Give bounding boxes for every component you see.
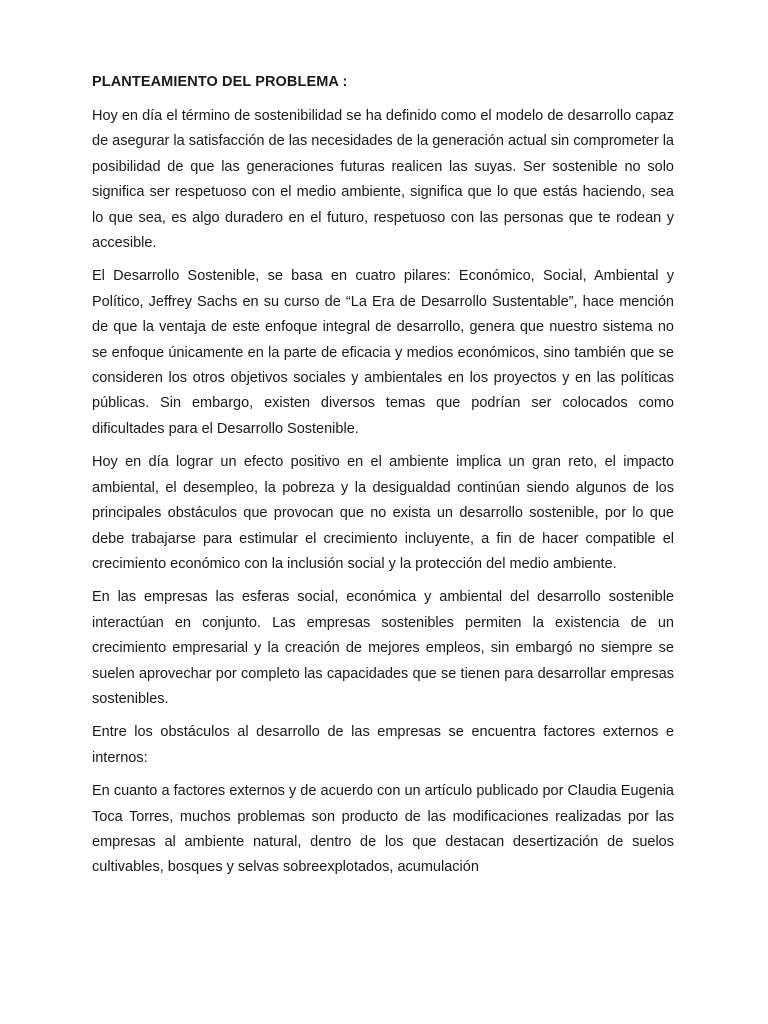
paragraph-5: Entre los obstáculos al desarrollo de las empresas se encuentra factores externos e internos: bbox=[92, 724, 674, 766]
paragraph-4: En las empresas las esferas social, económica y ambiental del desarrollo sostenible interactúan en conjunto. Las empresas sostenibles permiten la existencia de un crecimiento empresarial y la creación de mejores empleos, sin embargó no siempre se suelen aprovechar por completo las capacidades que se tienen para desarrollar empresas sostenibles. bbox=[92, 589, 674, 707]
paragraph-1: Hoy en día el término de sostenibilidad se ha definido como el modelo de desarrollo capaz de asegurar la satisfacción de las necesidades de la generación actual sin comprometer la posibilidad de que las generaciones futuras realicen las suyas. Ser sostenible no solo significa ser respetuoso con el medio ambiente, significa que lo que estás haciendo, sea lo que sea, es algo duradero en el futuro, respetuoso con las personas que te rodean y accesible. bbox=[92, 108, 674, 252]
paragraph-3: Hoy en día lograr un efecto positivo en el ambiente implica un gran reto, el impacto ambiental, el desempleo, la pobreza y la desigualdad continúan siendo algunos de los principales obstáculos que provocan que no exista un desarrollo sostenible, por lo que debe trabajarse para estimular el crecimiento incluyente, a fin de hacer compatible el crecimiento económico con la inclusión social y la protección del medio ambiente. bbox=[92, 454, 674, 572]
document-page bbox=[92, 72, 674, 889]
paragraph-2: El Desarrollo Sostenible, se basa en cuatro pilares: Económico, Social, Ambiental y Político, Jeffrey Sachs en su curso de “La Era de Desarrollo Sustentable”, hace mención de que la ventaja de este enfoque integral de desarrollo, genera que nuestro sistema no se enfoque únicamente en la parte de eficacia y medios económicos, sino también que se consideren los otros objetivos sociales y ambientales en los proyectos y en las políticas públicas. Sin embargo, existen diversos temas que podrían ser colocados como dificultades para el Desarrollo Sostenible. bbox=[92, 268, 674, 437]
document-title: PLANTEAMIENTO DEL PROBLEMA : bbox=[92, 74, 348, 90]
paragraph-6: En cuanto a factores externos y de acuerdo con un artículo publicado por Claudia Eugenia Toca Torres, muchos problemas son producto de las modificaciones realizadas por las empresas al ambiente natural, dentro de los que destacan desertización de suelos cultivables, bosques y selvas sobreexplotados, acumulación bbox=[92, 783, 674, 876]
